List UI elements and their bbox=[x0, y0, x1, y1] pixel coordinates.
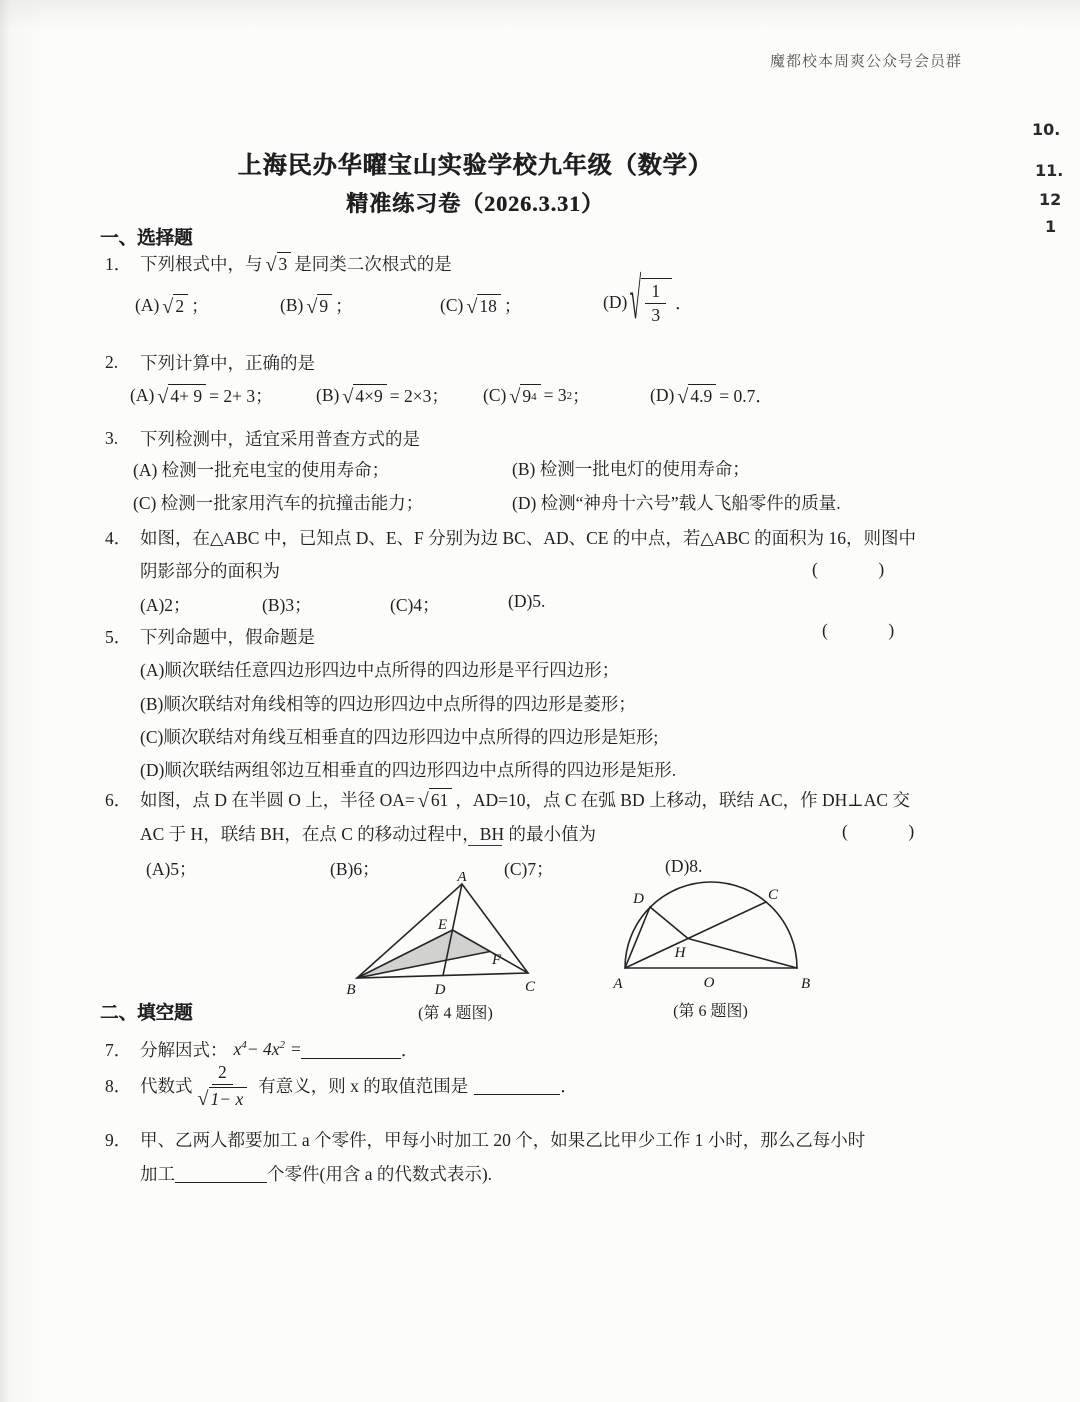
sqrt-expression: √ 9 4 bbox=[509, 384, 540, 406]
q1-stem-pre: 下列根式中，与 bbox=[140, 254, 263, 274]
q9-answer-blank bbox=[175, 1164, 267, 1182]
q6-answer-bracket: ( ) bbox=[842, 821, 917, 841]
question-4-stem-line2: 阴影部分的面积为 bbox=[140, 561, 280, 581]
point-label-d: D bbox=[633, 891, 644, 907]
sqrt-expression: √ 3 bbox=[266, 252, 292, 274]
q5-answer-bracket: ( ) bbox=[822, 620, 897, 640]
radical-icon: √ bbox=[265, 253, 277, 276]
question-8: 8． 代数式 2 √ 1− x 有意义，则 x 的取值范围是 ． bbox=[105, 1062, 578, 1110]
q7-expression: $x^4- 4x^2$ bbox=[233, 1039, 285, 1059]
q5-option-c: (C)顺次联结对角线互相垂直的四边形四边中点所得的四边形是矩形; bbox=[140, 727, 659, 747]
q5-number: 5． bbox=[105, 627, 132, 647]
q4-option-b: (B)3； bbox=[262, 595, 312, 615]
margin-number-11: 11. bbox=[1035, 161, 1064, 180]
question-5-stem: 5． 下列命题中，假命题是 bbox=[105, 624, 315, 649]
q3-option-b: (B) 检测一批电灯的使用寿命； bbox=[512, 459, 750, 479]
point-label-b: B bbox=[801, 976, 811, 992]
vertex-label-b: B bbox=[346, 982, 356, 998]
q1-stem-post: 是同类二次根式的是 bbox=[294, 254, 452, 274]
section-2-heading: 二、填空题 bbox=[100, 1004, 193, 1024]
sqrt-expression: √ 61 bbox=[418, 788, 453, 810]
sqrt-expression: √ 9 bbox=[306, 294, 332, 316]
segment-dh bbox=[650, 907, 688, 939]
point-label-d: D bbox=[434, 982, 446, 998]
q2-option-b: (B) √ 4×9 = 2×3； bbox=[316, 385, 449, 408]
q4-triangle-figure bbox=[330, 872, 545, 998]
q1-option-b: (B) √ 9 ； bbox=[280, 295, 353, 318]
point-label-e: E bbox=[437, 917, 447, 933]
sqrt-expression: √ 4+ 9 bbox=[157, 384, 206, 406]
radical-icon: √ bbox=[197, 1087, 209, 1110]
question-6-stem-line1: 6． 如图，点 D 在半圆 O 上，半径 OA= √ 61 ，AD=10，点 C 在弧 BD 上移动，联结 AC，作 DH⊥AC 交 bbox=[105, 787, 910, 812]
q6-semicircle-figure bbox=[593, 876, 818, 1000]
q3-option-a: (A) 检测一批充电宝的使用寿命； bbox=[133, 460, 390, 480]
q1-option-c: (C) √ 18 ； bbox=[440, 295, 522, 318]
point-label-h: H bbox=[674, 945, 686, 961]
q4-number: 4． bbox=[105, 528, 132, 548]
option-label: (B) bbox=[316, 385, 340, 405]
radical-icon: √ bbox=[162, 295, 174, 318]
option-label: (B) bbox=[280, 295, 304, 315]
page-subtitle: 精准练习卷（2026.3.31） bbox=[345, 191, 604, 216]
margin-number-12: 12 bbox=[1039, 190, 1062, 209]
radical-icon: √ bbox=[629, 268, 642, 333]
q6-number: 6． bbox=[105, 790, 132, 810]
q3-option-d: (D) 检测“神舟十六号”载人飞船零件的质量. bbox=[512, 493, 841, 513]
radical-icon: √ bbox=[509, 385, 521, 408]
section-1-heading: 一、选择题 bbox=[100, 229, 193, 249]
question-4-stem-line1: 4． 如图，在△ABC 中，已知点 D、E、F 分别为边 BC、AD、CE 的中点，若△ABC 的面积为 16，则图中 bbox=[105, 525, 916, 550]
sqrt-expression: √ 18 bbox=[466, 294, 501, 316]
point-label-c: C bbox=[768, 887, 779, 903]
scan-underline-mark bbox=[468, 845, 502, 846]
q2-option-d: (D) √ 4.9 = 0.7． bbox=[650, 385, 773, 408]
segment-hb bbox=[688, 939, 797, 969]
q6-option-a: (A)5； bbox=[146, 859, 197, 879]
option-label: (A) bbox=[135, 295, 160, 315]
q1-option-a: (A) √ 2 ； bbox=[135, 295, 209, 318]
q8-answer-blank bbox=[474, 1076, 560, 1094]
fig6-caption: (第 6 题图) bbox=[673, 1003, 748, 1020]
q1-number: 1． bbox=[105, 254, 132, 274]
q6-option-d: (D)8. bbox=[665, 856, 703, 876]
question-7: 7． 分解因式： $x^4- 4x^2$ = ． bbox=[105, 1039, 419, 1060]
q3-option-c: (C) 检测一批家用汽车的抗撞击能力； bbox=[133, 493, 424, 513]
radical-icon: √ bbox=[677, 385, 689, 408]
q1-option-d: (D) √ $\frac{1}{3}$ ． bbox=[603, 278, 693, 326]
q2-number: 2. bbox=[105, 352, 119, 372]
question-1-stem bbox=[105, 251, 452, 276]
question-2-stem: 2. 下列计算中，正确的是 bbox=[105, 352, 315, 373]
option-label: (C) bbox=[440, 295, 464, 315]
q8-number: 8． bbox=[105, 1076, 132, 1097]
q4-option-d: (D)5. bbox=[508, 591, 546, 611]
question-9-line1: 9． 甲、乙两人都要加工 a 个零件，甲每小时加工 20 个，如果乙比甲少工作 1 小时，那么乙每小时 bbox=[105, 1127, 865, 1152]
point-label-o: O bbox=[703, 975, 715, 991]
q9-number: 9． bbox=[105, 1130, 132, 1150]
vertex-label-a: A bbox=[457, 872, 467, 885]
q8-fraction: 2 √ 1− x bbox=[195, 1062, 251, 1109]
question-3-stem: 3. 下列检测中，适宜采用普查方式的是 bbox=[105, 428, 420, 449]
fraction: $\frac{1}{3}$ bbox=[645, 281, 666, 326]
sqrt-fraction-expression bbox=[629, 268, 672, 333]
radical-icon: √ bbox=[417, 789, 429, 812]
q7-number: 7． bbox=[105, 1040, 132, 1060]
q4-answer-bracket: ( ) bbox=[812, 559, 887, 579]
margin-number-1: 1 bbox=[1045, 217, 1057, 236]
margin-number-10: 10. bbox=[1032, 120, 1061, 139]
q2-option-a: (A) √ 4+ 9 = 2+ 3； bbox=[130, 385, 273, 408]
option-label: (D) bbox=[650, 385, 675, 405]
q3-number: 3. bbox=[105, 428, 119, 448]
q6-option-c: (C)7； bbox=[504, 859, 554, 879]
option-label: (A) bbox=[130, 385, 155, 405]
question-9-line2: 加工 个零件(用含 a 的代数式表示). bbox=[140, 1164, 493, 1184]
sqrt-expression: √ 4×9 bbox=[342, 384, 386, 406]
question-6-stem-line2: AC 于 H，联结 BH，在点 C 的移动过程中，BH 的最小值为 bbox=[140, 824, 596, 844]
q5-option-a: (A)顺次联结任意四边形四边中点所得的四边形是平行四边形； bbox=[140, 660, 620, 680]
q2-option-c: (C) √ 9 4 = 3 2 ； bbox=[483, 385, 590, 408]
option-label: (C) bbox=[483, 385, 507, 405]
sqrt-expression: √ 4.9 bbox=[677, 384, 716, 406]
page-title: 上海民办华曜宝山实验学校九年级（数学） bbox=[237, 153, 713, 179]
watermark-text: 魔都校本周爽公众号会员群 bbox=[770, 54, 963, 70]
point-label-f: F bbox=[492, 952, 502, 968]
sqrt-expression: √ 2 bbox=[162, 294, 188, 316]
q5-option-b: (B)顺次联结对角线相等的四边形四边中点所得的四边形是菱形； bbox=[140, 694, 636, 714]
vertex-label-c: C bbox=[524, 979, 536, 995]
q4-option-a: (A)2； bbox=[140, 595, 191, 615]
shaded-region bbox=[357, 930, 490, 978]
fig4-caption: (第 4 题图) bbox=[418, 1005, 493, 1022]
point-label-a: A bbox=[613, 976, 623, 992]
q7-answer-blank bbox=[301, 1040, 401, 1058]
q5-option-d: (D)顺次联结两组邻边互相垂直的四边形四边中点所得的四边形是矩形. bbox=[140, 760, 677, 780]
q6-option-b: (B)6； bbox=[330, 859, 380, 879]
q4-option-c: (C)4； bbox=[390, 595, 440, 615]
sqrt-expression: √ 1− x bbox=[198, 1087, 248, 1109]
radical-icon: √ bbox=[342, 385, 354, 408]
radical-icon: √ bbox=[306, 295, 318, 318]
option-label: (D) bbox=[603, 291, 628, 312]
radical-icon: √ bbox=[466, 295, 478, 318]
radical-icon: √ bbox=[157, 385, 169, 408]
